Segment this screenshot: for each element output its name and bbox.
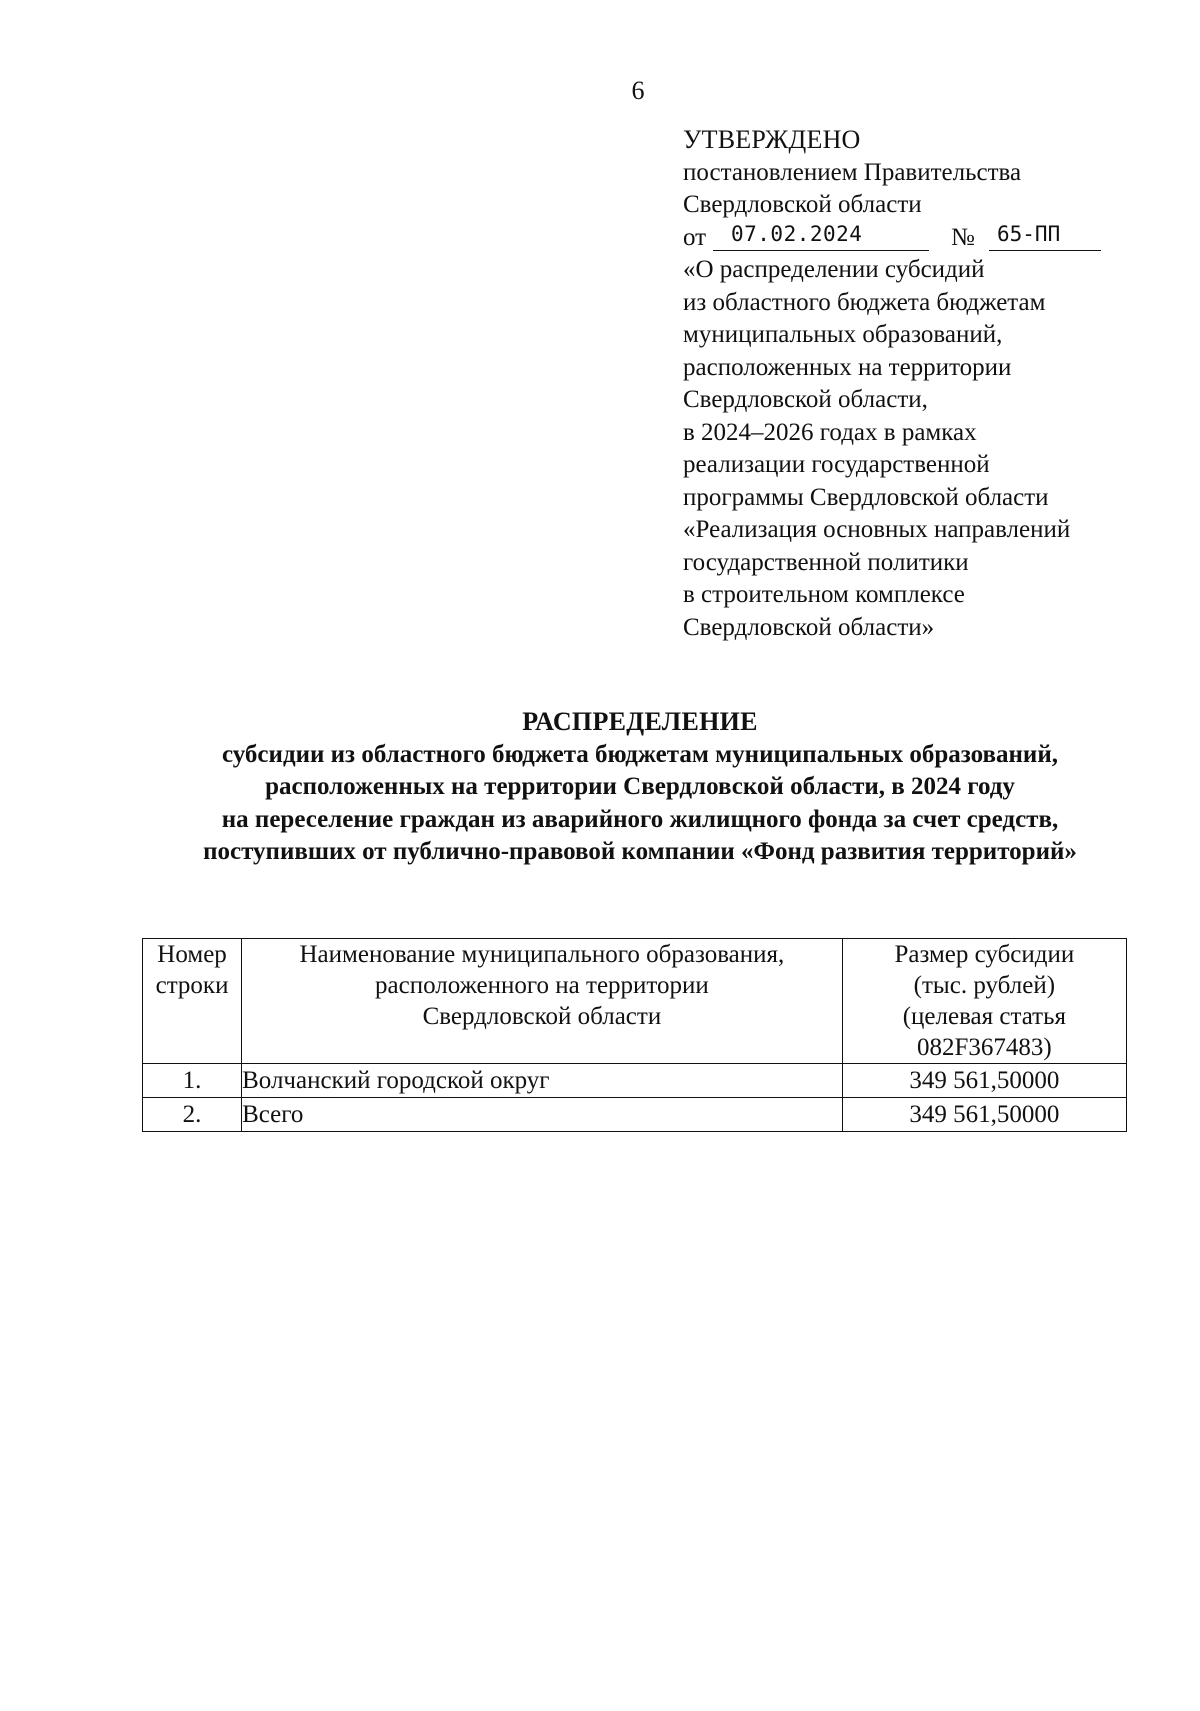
table-row [143,1098,1127,1132]
header-text-line: (тыс. рублей) [913,972,1056,999]
header-text-line: Размер субсидии [894,941,1075,968]
decree-date: 07.02.2024 [713,219,929,251]
document-subtitle-line: поступивших от публично-правовой компании «Фонд развития территорий» [203,838,1077,865]
row-number-cell: 1. [143,1064,242,1098]
approval-line: постановлением Правительства [683,158,1022,186]
document-subtitle-line: на переселение граждан из аварийного жилищного фонда за счет средств, [221,805,1059,833]
municipality-name-cell: Всего [242,1098,843,1132]
page-number: 6 [631,76,645,105]
approval-block [683,124,1143,644]
approval-line: Свердловской области [683,191,922,218]
header-municipality-name [242,939,843,1064]
header-text-line: (целевая статья [902,1003,1066,1030]
from-label: от [683,223,707,251]
document-title: РАСПРЕДЕЛЕНИЕ [522,707,758,736]
decree-subject-line: муниципальных образований, [683,321,1003,348]
subsidy-size-cell: 349 561,50000 [842,1064,1126,1098]
number-label: № [951,223,975,251]
decree-subject-line: Свердловской области, [683,386,928,413]
header-row-number [143,939,242,1064]
distribution-table [142,938,1127,1132]
decree-subject-line: государственной политики [683,548,969,576]
municipality-name-cell: Волчанский городской округ [242,1064,843,1098]
header-text-line: 082F367483) [916,1034,1052,1061]
table-row [143,1064,1127,1098]
decree-subject-line: «О распределении субсидий [683,256,985,283]
decree-subject-line: Свердловской области» [683,613,935,641]
decree-number: 65-ПП [989,219,1101,251]
header-text-line: расположенного на территории [375,972,709,999]
decree-subject-line: в строительном комплексе [683,581,965,608]
row-number-cell: 2. [143,1098,242,1132]
document-subtitle-line: расположенных на территории Свердловской области, в 2024 году [265,773,1015,800]
table-header-row [143,939,1127,1064]
decree-subject-line: в 2024–2026 годах в рамках [683,418,977,446]
header-subsidy-size [842,939,1126,1064]
decree-date-number-line [683,222,1143,255]
document-title-block [100,706,1180,869]
header-text-line: строки [155,972,229,999]
document-subtitle-line: субсидии из областного бюджета бюджетам муниципальных образований, [222,740,1058,768]
decree-subject-line: реализации государственной [683,451,990,478]
header-text-line: Наименование муниципального образования, [299,941,785,968]
header-text-line: Свердловской области [422,1003,662,1030]
header-text-line: Номер [157,941,227,968]
approval-heading: УТВЕРЖДЕНО [683,125,861,154]
decree-subject-line: расположенных на территории [683,353,1012,381]
decree-subject-line: программы Свердловской области [683,483,1049,511]
decree-subject-line: из областного бюджета бюджетам [683,288,1046,316]
decree-subject-line: «Реализация основных направлений [683,516,1071,543]
subsidy-size-cell: 349 561,50000 [842,1098,1126,1132]
